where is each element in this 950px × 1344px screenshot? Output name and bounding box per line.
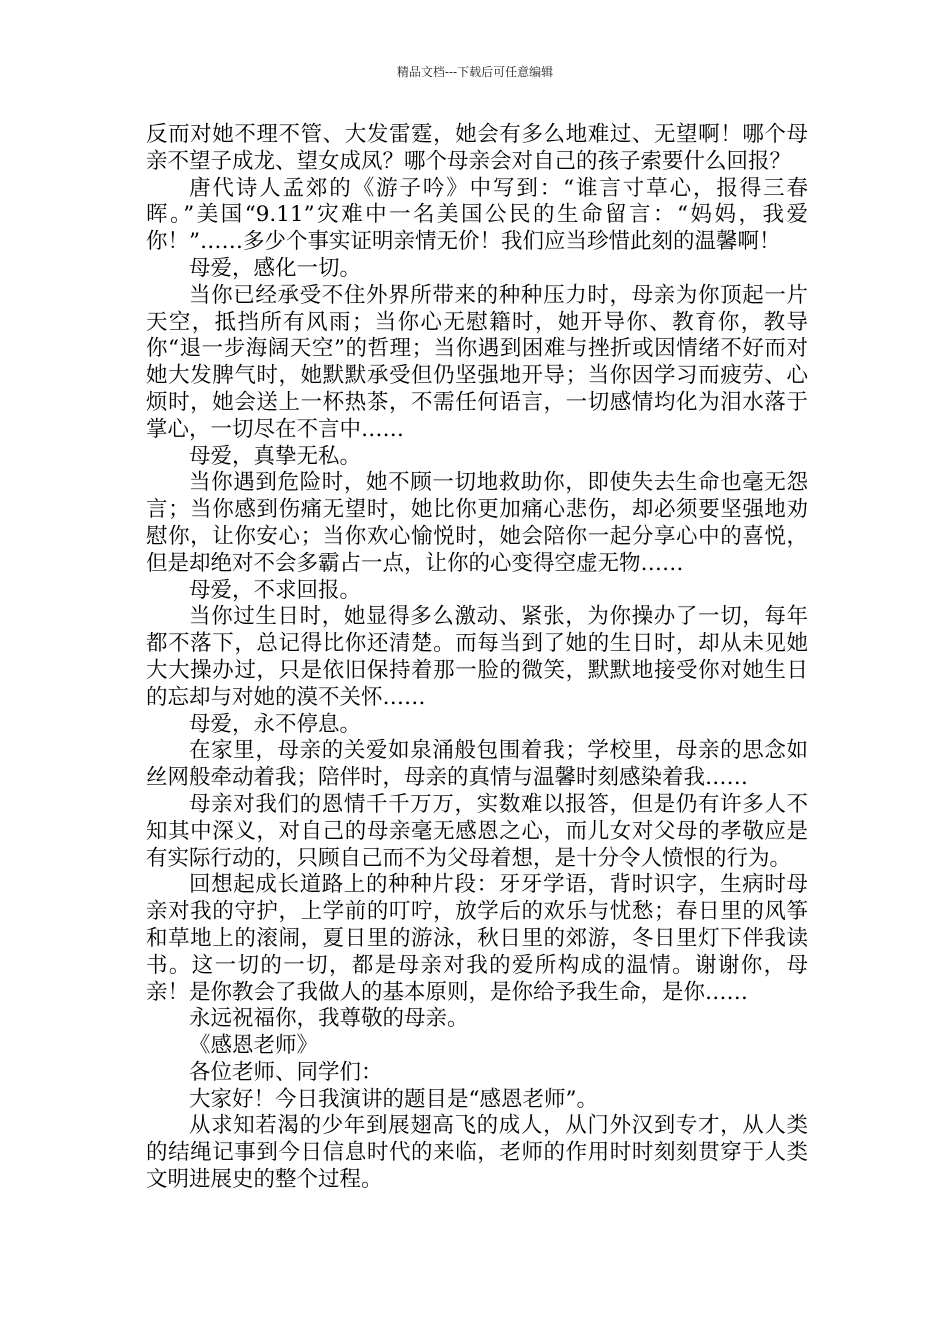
paragraph: 当你已经承受不住外界所带来的种种压力时，母亲为你顶起一片天空，抵挡所有风雨；当你心无慰籍时，她开导你、教育你，教导你“退一步海阔天空”的哲理；当你遇到困难与挫折或因情绪不好而对她大发脾气时，她默默承受但仍坚强地开导；当你因学习而疲劳、心烦时，她会送上一杯热茶，不需任何语言，一切感情均化为泪水落于掌心，一切尽在不言中…… [146, 282, 808, 442]
paragraph: 大家好！今日我演讲的题目是“感恩老师”。 [189, 1086, 598, 1112]
paragraph: 反而对她不理不管、大发雷霆，她会有多么地难过、无望啊！哪个母亲不望子成龙、望女成凤？哪个母亲会对自己的孩子索要什么回报？ [146, 122, 808, 174]
paragraph: 唐代诗人孟郊的《游子吟》中写到：“谁言寸草心，报得三春晖。”美国“9.11”灾难中一名美国公民的生命留言：“妈妈，我爱你！”……多少个事实证明亲情无价！我们应当珍惜此刻的温馨啊！ [146, 175, 808, 255]
section-heading: 母爱，感化一切。 [189, 255, 362, 281]
paragraph: 从求知若渴的少年到展翅高飞的成人，从门外汉到专才，从人类的结绳记事到今日信息时代的来临，老师的作用时时刻刻贯穿于人类文明进展史的整个过程。 [146, 1113, 808, 1193]
closing-line: 永远祝福你，我尊敬的母亲。 [189, 1006, 469, 1032]
salutation: 各位老师、同学们： [189, 1059, 383, 1085]
paragraph: 当你过生日时，她显得多么激动、紧张，为你操办了一切，每年都不落下，总记得比你还清楚。而每当到了她的生日时，却从未见她大大操办过，只是依旧保持着那一脸的微笑，默默地接受你对她生日的忘却与对她的漠不关怀…… [146, 604, 808, 710]
page-header: 精品文档---下载后可任意编辑 [396, 65, 554, 79]
section-heading: 母爱，永不停息。 [189, 711, 362, 737]
paragraph: 回想起成长道路上的种种片段：牙牙学语，背时识字，生病时母亲对我的守护，上学前的叮咛，放学后的欢乐与忧愁；春日里的风筝和草地上的滚闹，夏日里的游泳，秋日里的郊游，冬日里灯下伴我读书。这一切的一切，都是母亲对我的爱所构成的温情。谢谢你，母亲！是你教会了我做人的基本原则，是你给予我生命，是你…… [146, 872, 808, 1005]
paragraph: 母亲对我们的恩情千千万万，实数难以报答，但是仍有许多人不知其中深义，对自己的母亲毫无感恩之心，而儿女对父母的孝敬应是有实际行动的，只顾自己而不为父母着想，是十分令人愤恨的行为。 [146, 791, 808, 871]
section-heading: 母爱，真挚无私。 [189, 443, 362, 469]
speech-title: 《感恩老师》 [189, 1033, 319, 1059]
paragraph: 在家里，母亲的关爱如泉涌般包围着我；学校里，母亲的思念如丝网般牵动着我；陪伴时，母亲的真情与温馨时刻感染着我…… [146, 738, 808, 791]
paragraph: 当你遇到危险时，她不顾一切地救助你，即使失去生命也毫无怨言；当你感到伤痛无望时，她比你更加痛心悲伤，却必须要坚强地劝慰你，让你安心；当你欢心愉悦时，她会陪你一起分享心中的喜悦，但是却绝对不会多霸占一点，让你的心变得空虚无物…… [146, 470, 808, 576]
document-body [146, 122, 808, 1194]
section-heading: 母爱，不求回报。 [189, 577, 362, 603]
